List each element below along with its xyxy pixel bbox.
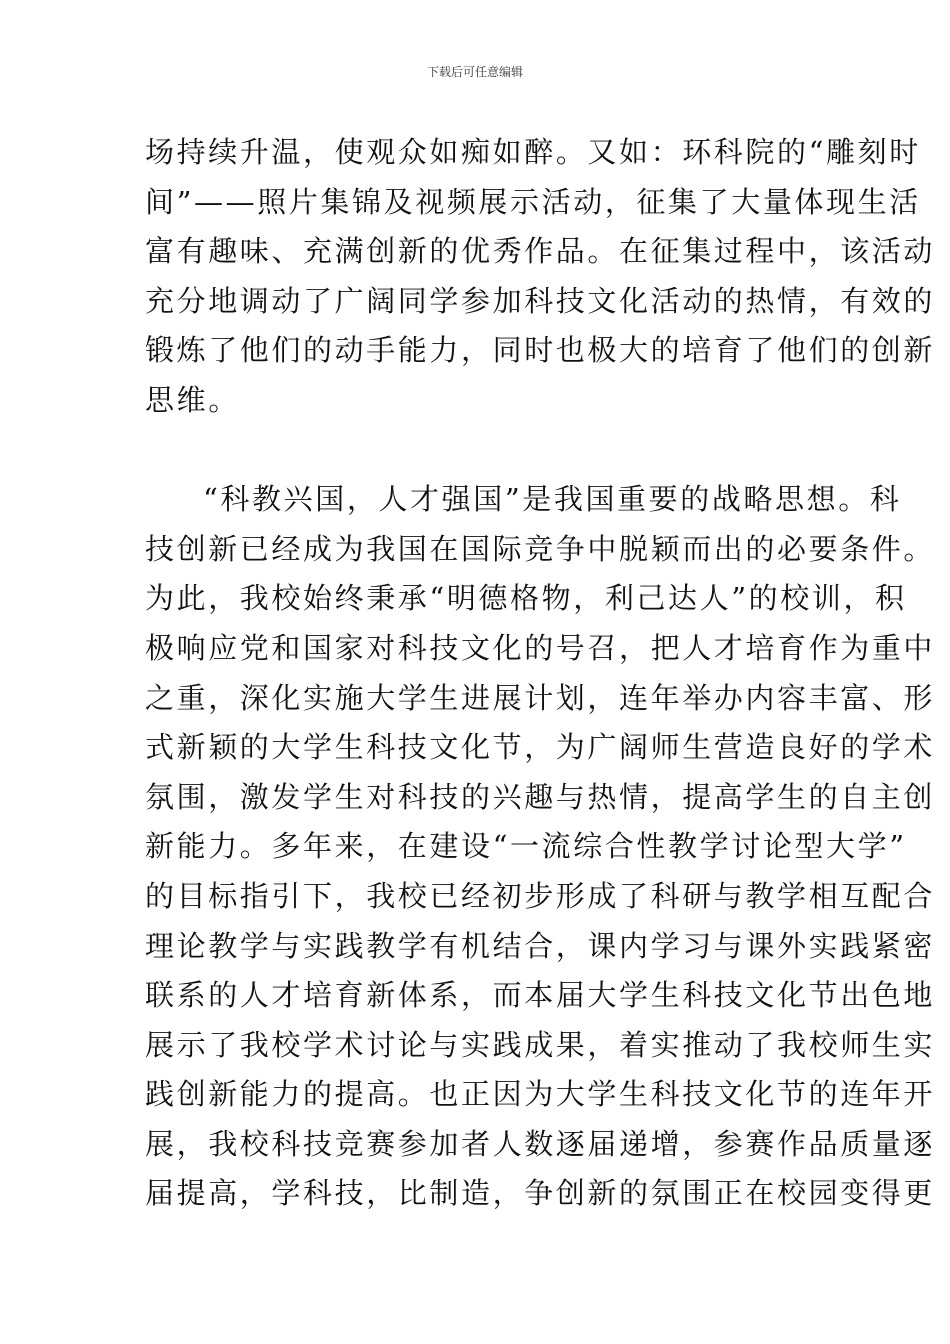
text-line: 践创新能力的提高。也正因为大学生科技文化节的连年开 bbox=[145, 1077, 936, 1112]
paragraph-1 bbox=[145, 128, 936, 426]
text-line: 展示了我校学术讨论与实践成果，着实推动了我校师生实 bbox=[145, 1027, 936, 1062]
text-line bbox=[145, 475, 902, 525]
text-line: 届提高，学科技，比制造，争创新的氛围正在校园变得更 bbox=[145, 1176, 936, 1211]
text-line: 充分地调动了广阔同学参加科技文化活动的热情，有效的 bbox=[145, 283, 936, 318]
text-line-content: “科教兴国，人才强国”是我国重要的战略思想。科 bbox=[203, 482, 902, 517]
page-header: 下载后可任意编辑 bbox=[426, 65, 523, 79]
text-line: 之重，深化实施大学生进展计划，连年举办内容丰富、形 bbox=[145, 680, 936, 715]
text-line: 式新颖的大学生科技文化节，为广阔师生营造良好的学术 bbox=[145, 730, 936, 765]
text-line: 锻炼了他们的动手能力，同时也极大的培育了他们的创新 bbox=[145, 333, 936, 368]
text-line: 思维。 bbox=[145, 382, 240, 417]
text-line: 理论教学与实践教学有机结合，课内学习与课外实践紧密 bbox=[145, 928, 936, 963]
text-line: 展，我校科技竞赛参加者人数逐届递增，参赛作品质量逐 bbox=[145, 1126, 936, 1161]
text-line: 的目标指引下，我校已经初步形成了科研与教学相互配合 bbox=[145, 878, 936, 913]
text-line: 富有趣味、充满创新的优秀作品。在征集过程中，该活动 bbox=[145, 234, 936, 269]
text-line: 新能力。多年来，在建设“一流综合性教学讨论型大学” bbox=[145, 829, 907, 864]
document-body bbox=[145, 128, 936, 1219]
text-line: 极响应党和国家对科技文化的号召，把人才培育作为重中 bbox=[145, 630, 936, 665]
text-line: 场持续升温，使观众如痴如醉。又如：环科院的“雕刻时 bbox=[145, 135, 921, 169]
text-line: 技创新已经成为我国在国际竞争中脱颖而出的必要条件。 bbox=[145, 531, 936, 566]
text-line: 联系的人才培育新体系，而本届大学生科技文化节出色地 bbox=[145, 978, 936, 1013]
paragraph-2 bbox=[145, 475, 936, 1219]
text-line: 氛围，激发学生对科技的兴趣与热情，提高学生的自主创 bbox=[145, 779, 936, 814]
text-line: 间”——照片集锦及视频展示活动，征集了大量体现生活 bbox=[145, 184, 921, 219]
text-line: 为此，我校始终秉承“明德格物，利己达人”的校训，积 bbox=[145, 581, 907, 616]
